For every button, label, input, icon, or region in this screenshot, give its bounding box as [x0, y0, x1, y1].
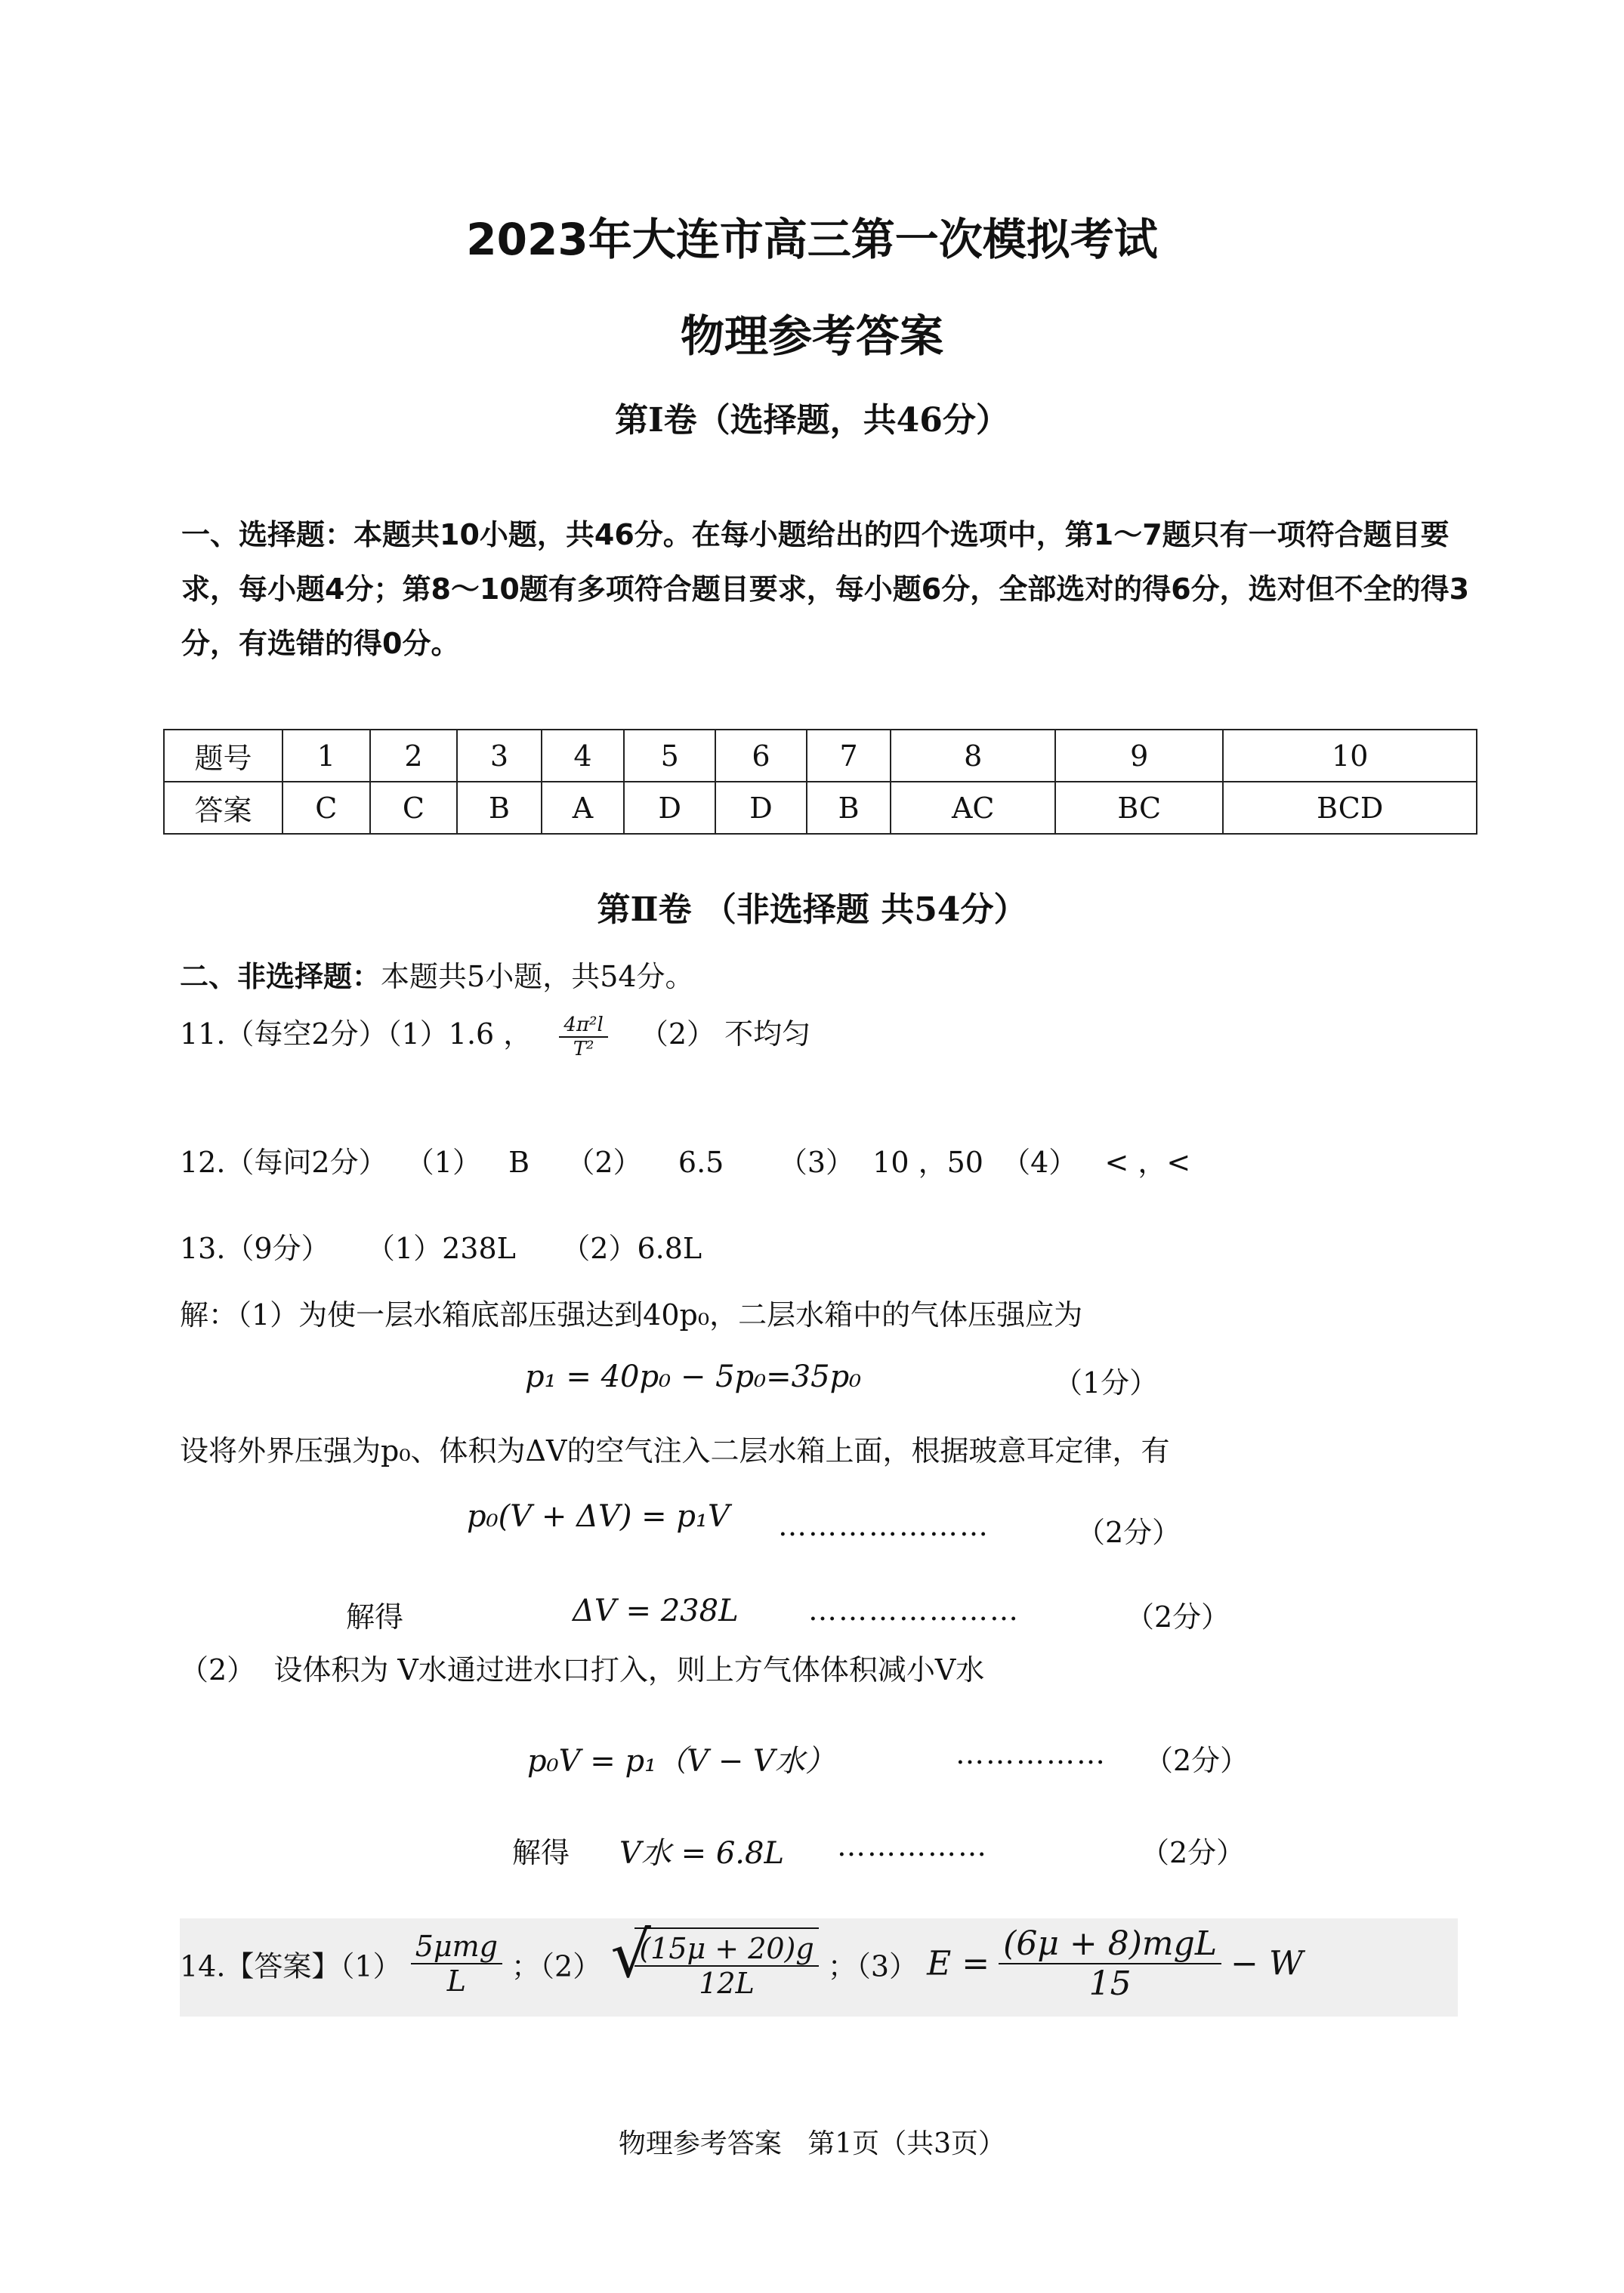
q14-a2-fraction — [634, 1932, 818, 2000]
q13-line2: 设将外界压强为p₀、体积为ΔV的空气注入二层水箱上面，根据玻意耳定律，有 — [180, 1434, 1170, 1467]
row-label-number: 题号 — [164, 730, 283, 782]
q13-solve2: V水 = 6.8L — [619, 1836, 785, 1871]
q13-eq2-dots: ………………… — [778, 1509, 990, 1542]
q14-answer — [180, 1918, 1304, 2003]
table-cell: AC — [891, 782, 1055, 834]
table-cell: BCD — [1223, 782, 1477, 834]
section-2-heading — [180, 953, 694, 995]
q13-solve2-label: 解得 — [512, 1836, 570, 1869]
table-cell: D — [624, 782, 715, 834]
q14-a1-numerator: 5μmg — [411, 1930, 502, 1964]
q13-line3: （2） 设体积为 V水通过进水口打入，则上方气体体积减小V水 — [180, 1653, 985, 1687]
q13-solve1-label: 解得 — [346, 1600, 404, 1634]
q14-answer-2 — [610, 1918, 818, 2000]
q11-fraction — [559, 1014, 607, 1060]
q13-eq3: p₀V = p₁（V − V水） — [527, 1744, 835, 1779]
q11-numerator: 4π²l — [559, 1014, 607, 1038]
q13-line1: 解：（1）为使一层水箱底部压强达到40p₀，二层水箱中的气体压强应为 — [180, 1298, 1083, 1332]
section-2-label: 二、非选择题： — [180, 960, 381, 993]
q14-answer-3 — [999, 1924, 1221, 2003]
q14-a1-denominator: L — [446, 1964, 466, 1998]
q14-a2-denominator: 12L — [699, 1967, 755, 2000]
table-cell: 6 — [715, 730, 807, 782]
table-cell: D — [715, 782, 807, 834]
table-cell: 1 — [283, 730, 370, 782]
q13-solve1: ΔV = 238L — [573, 1594, 739, 1628]
section-1-instructions: 一、选择题：本题共10小题，共46分。在每小题给出的四个选项中，第1～7题只有一项符合题目要求，每小题4分；第8～10题有多项符合题目要求，每小题6分，全部选对的得6分，选对但不全的得3分，有选错的得0分。 — [181, 518, 1470, 660]
q13-solve1-dots: ………………… — [808, 1594, 1020, 1627]
q14-a2-numerator: (15μ + 20)g — [634, 1932, 818, 1967]
table-row-numbers — [164, 730, 1477, 782]
q12-answer: 12.（每问2分） （1） B （2） 6.5 （3） 10 ，50 （4） < ，< — [180, 1146, 1191, 1179]
q14-prefix: 14.【答案】（1） — [180, 1949, 402, 1983]
table-cell: 2 — [370, 730, 458, 782]
volume-2-heading: 第Ⅱ卷 （非选择题 共54分） — [597, 890, 1027, 929]
sqrt-icon: √ — [610, 1918, 651, 1992]
table-row-answers — [164, 782, 1477, 834]
table-cell: C — [283, 782, 370, 834]
answer-table — [163, 729, 1477, 835]
q13-eq3-dots: …………… — [956, 1737, 1107, 1770]
page-footer: 物理参考答案 第1页（共3页） — [618, 2128, 1006, 2159]
q13-solve1-score: （2分） — [1125, 1600, 1230, 1634]
q13-eq1: p₁ = 40p₀ − 5p₀=35p₀ — [525, 1359, 862, 1394]
section-2-desc: 本题共5小题，共54分。 — [381, 960, 694, 993]
q14-a3-lhs: E = — [927, 1944, 990, 1983]
page-subtitle: 物理参考答案 — [680, 310, 943, 362]
q14-a3-denominator: 15 — [1088, 1964, 1132, 2003]
q13-eq2: p₀(V + ΔV) = p₁V — [467, 1499, 730, 1534]
table-cell: 4 — [542, 730, 625, 782]
q14-a3-numerator: (6μ + 8)mgL — [999, 1924, 1221, 1964]
table-cell: 5 — [624, 730, 715, 782]
q13-solve2-dots: …………… — [837, 1829, 988, 1862]
q13-eq3-score: （2分） — [1144, 1744, 1249, 1777]
q13-eq1-score: （1分） — [1054, 1366, 1159, 1400]
q14-sep2: ；（2） — [511, 1949, 602, 1983]
q11-prefix: 11.（每空2分）（1）1.6 ， — [180, 1017, 533, 1051]
table-cell: 3 — [457, 730, 541, 782]
q14-sep3: ；（3） — [827, 1949, 918, 1983]
table-cell: B — [807, 782, 891, 834]
q14-answer-1 — [411, 1930, 502, 1998]
table-cell: B — [457, 782, 541, 834]
table-cell: C — [370, 782, 458, 834]
q14-a3-tail: − W — [1230, 1944, 1304, 1983]
q13-eq2-score: （2分） — [1076, 1516, 1181, 1549]
page-title: 2023年大连市高三第一次模拟考试 — [466, 214, 1158, 265]
q11-part2: （2） 不均匀 — [639, 1017, 811, 1051]
table-cell: A — [542, 782, 625, 834]
q11-denominator: T² — [573, 1037, 594, 1060]
q13-solve2-score: （2分） — [1141, 1836, 1246, 1869]
table-cell: 9 — [1055, 730, 1223, 782]
table-cell: 8 — [891, 730, 1055, 782]
table-cell: 7 — [807, 730, 891, 782]
table-cell: 10 — [1223, 730, 1477, 782]
row-label-answer: 答案 — [164, 782, 283, 834]
table-cell: BC — [1055, 782, 1223, 834]
volume-1-heading: 第Ⅰ卷（选择题，共46分） — [615, 401, 1009, 440]
q11-answer — [180, 1011, 810, 1060]
q13-summary: 13.（9分） （1）238L （2）6.8L — [180, 1232, 702, 1265]
